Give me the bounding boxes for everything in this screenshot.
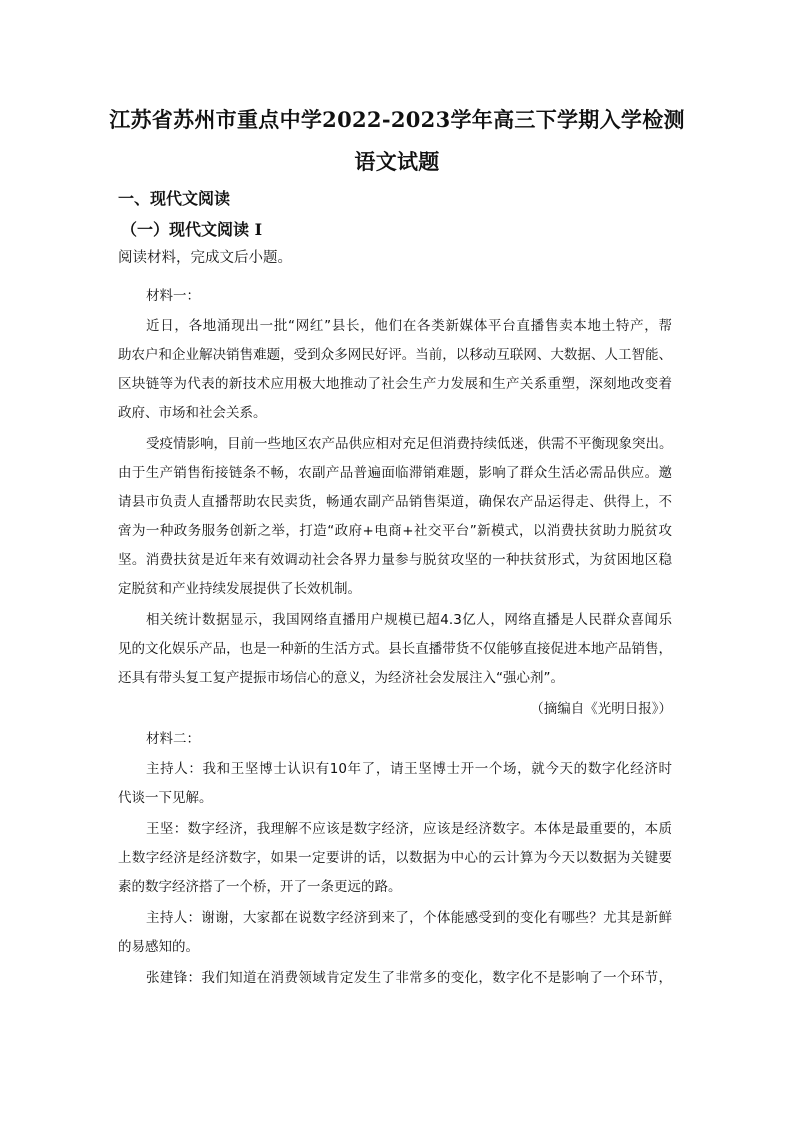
paragraph-line: 受疫情影响，目前一些地区农产品供应相对充足但消费持续低迷，供需不平衡现象突出。 (146, 436, 672, 452)
paragraph-line: 由于生产销售衔接链条不畅，农副产品普遍面临滞销难题，影响了群众生活必需品供应。邀 (118, 465, 672, 481)
paragraph-line: 见的文化娱乐产品，也是一种新的生活方式。县长直播带货不仅能够直接促进本地产品销售， (118, 641, 672, 657)
paragraph-line: 请县市负责人直播帮助农民卖货，畅通农副产品销售渠道，确保农产品运得走、供得上，不 (118, 494, 672, 510)
paragraph-line: 主持人：谢谢，大家都在说数字经济到来了，个体能感受到的变化有哪些？尤其是新鲜 (146, 910, 672, 926)
document-subtitle: 语文试题 (354, 149, 440, 174)
paragraph-line: 助农户和企业解决销售难题，受到众多网民好评。当前，以移动互联网、大数据、人工智能、 (118, 347, 672, 363)
paragraph-line: 的易感知的。 (118, 939, 199, 955)
paragraph-line: 定脱贫和产业持续发展提供了长效机制。 (118, 581, 361, 597)
paragraph-line: 相关统计数据显示，我国网络直播用户规模已超4.3亿人，网络直播是人民群众喜闻乐 (146, 612, 672, 628)
paragraph-line: 近日，各地涌现出一批“网红”县长，他们在各类新媒体平台直播售卖本地土特产，帮 (146, 318, 672, 334)
instruction-text: 阅读材料，完成文后小题。 (118, 250, 292, 266)
paragraph-line: 张建锋：我们知道在消费领域肯定发生了非常多的变化，数字化不是影响了一个环节， (146, 970, 672, 986)
paragraph-line: 政府、市场和社会关系。 (118, 405, 267, 421)
source-citation: （摘编自《光明日报》） (530, 701, 672, 717)
material-label: 材料二： (146, 731, 200, 747)
paragraph-line: 素的数字经济搭了一个桥，开了一条更远的路。 (118, 879, 402, 895)
paragraph-line: 代谈一下见解。 (118, 790, 213, 806)
material-label: 材料一： (146, 288, 200, 304)
paragraph-line: 坚。消费扶贫是近年来有效调动社会各界力量参与脱贫攻坚的一种扶贫形式，为贫困地区稳 (118, 552, 672, 568)
subsection-heading: （一）现代文阅读 I (121, 220, 263, 239)
paragraph-line: 上数字经济是经济数字，如果一定要讲的话，以数据为中心的云计算为今天以数据为关键要 (118, 850, 672, 866)
paragraph-line: 区块链等为代表的新技术应用极大地推动了社会生产力发展和生产关系重塑，深刻地改变着 (118, 376, 672, 392)
paragraph-line: 还具有带头复工复产提振市场信心的意义，为经济社会发展注入“强心剂”。 (118, 670, 564, 686)
document-title: 江苏省苏州市重点中学2022-2023学年高三下学期入学检测 (109, 107, 685, 132)
paragraph-line: 主持人：我和王坚博士认识有10年了，请王坚博士开一个场，就今天的数字化经济时 (146, 761, 672, 777)
section-heading: 一、现代文阅读 (118, 189, 231, 208)
paragraph-line: 啻为一种政务服务创新之举，打造“政府+电商+社交平台”新模式，以消费扶贫助力脱贫攻 (118, 523, 672, 539)
paragraph-line: 王坚：数字经济，我理解不应该是数字经济，应该是经济数字。本体是最重要的，本质 (146, 821, 672, 837)
